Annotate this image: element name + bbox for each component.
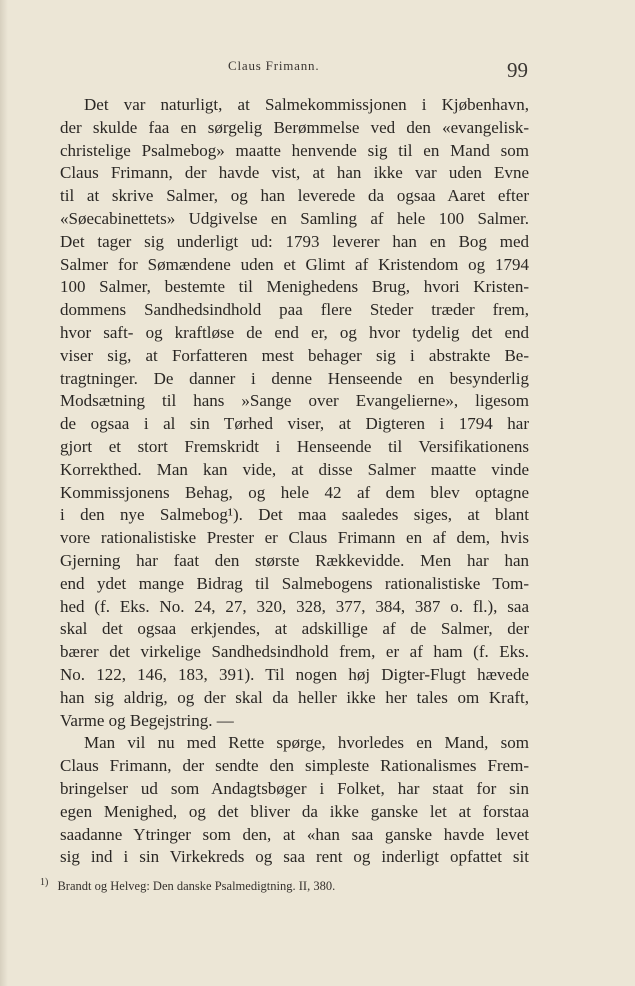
text-line: Claus Frimann, der sendte den simpleste Rationalismes Frem-: [60, 756, 529, 776]
text-line: der skulde faa en sørgelig Berømmelse ved den «evangelisk-: [60, 117, 529, 137]
text-line: «Søecabinettets» Udgivelse en Samling af hele 100 Salmer.: [60, 208, 529, 228]
footnote-mark: 1): [40, 876, 49, 888]
text-line: bærer det virkelige Sandhedsindhold frem, er af ham (f. Eks.: [60, 642, 529, 662]
text-line: saadanne Ytringer som den, at «han saa ganske havde levet: [60, 824, 529, 844]
text-line: gjort et stort Fremskridt i Henseende til Versifikationens: [60, 436, 529, 456]
text-line: vore rationalistiske Prester er Claus Frimann en af dem, hvis: [60, 528, 529, 548]
text-line: Kommissjonens Behag, og hele 42 af dem blev optagne: [60, 482, 529, 502]
text-line: Salmer for Sømændene uden et Glimt af Kristendom og 1794: [60, 254, 529, 274]
text-line: viser sig, at Forfatteren mest behager sig i abstrakte Be-: [60, 345, 529, 365]
body-text: [60, 94, 529, 869]
text-line: Man vil nu med Rette spørge, hvorledes en Mand, som: [84, 733, 529, 753]
text-line: christelige Psalmebog» maatte henvende sig til en Mand som: [60, 140, 529, 160]
text-line: 100 Salmer, bestemte til Menighedens Brug, hvori Kristen-: [60, 277, 529, 297]
text-line: sig ind i sin Virkekreds og saa rent og inderligt opfattet sit: [60, 847, 529, 867]
page-edge-shadow: [0, 0, 8, 986]
text-line: Gjerning har faat den største Rækkevidde. Men har han: [60, 550, 529, 570]
text-line: han sig aldrig, og der skal da heller ikke her tales om Kraft,: [60, 687, 529, 707]
text-line: bringelser ud som Andagtsbøger i Folket, har staat for sin: [60, 778, 529, 798]
text-line: Det var naturligt, at Salmekommissjonen i Kjøbenhavn,: [84, 95, 529, 114]
page-header: [0, 54, 635, 84]
footnote: [40, 877, 540, 895]
text-line: hvor saft- og kraftløse de end er, og hvor tydelig det end: [60, 322, 529, 342]
text-line: dommens Sandhedsindhold paa flere Steder træder frem,: [60, 300, 529, 320]
text-line: Korrekthed. Man kan vide, at disse Salmer maatte vinde: [60, 459, 529, 479]
text-line: de ogsaa i al sin Tørhed viser, at Digteren i 1794 har: [60, 414, 529, 434]
text-line: Modsætning til hans »Sange over Evangelierne», ligesom: [60, 391, 529, 411]
text-line: Varme og Begejstring. —: [60, 710, 234, 730]
text-line: skal det ogsaa erkjendes, at adskillige af de Salmer, der: [60, 619, 529, 639]
text-line: No. 122, 146, 183, 391). Til nogen høj Digter-Flugt hævede: [60, 664, 529, 684]
text-line: til at skrive Salmer, og han leverede da ogsaa Aaret efter: [60, 186, 529, 206]
text-line: Claus Frimann, der havde vist, at han ikke var uden Evne: [60, 163, 529, 183]
text-line: hed (f. Eks. No. 24, 27, 320, 328, 377, 384, 387 o. fl.), saa: [60, 596, 529, 616]
text-line: Det tager sig underligt ud: 1793 leverer han en Bog med: [60, 231, 529, 251]
page-number: 99: [507, 58, 528, 82]
footnote-text: Brandt og Helveg: Den danske Psalmedigtning. II, 380.: [57, 879, 336, 893]
text-line: egen Menighed, og det bliver da ikke ganske let at forstaa: [60, 801, 529, 821]
running-title: Claus Frimann.: [228, 58, 320, 73]
text-line: i den nye Salmebog¹). Det maa saaledes siges, at blant: [60, 505, 529, 525]
text-line: end ydet mange Bidrag til Salmebogens rationalistiske Tom-: [60, 573, 529, 593]
text-line: tragtninger. De danner i denne Henseende en besynderlig: [60, 368, 529, 388]
